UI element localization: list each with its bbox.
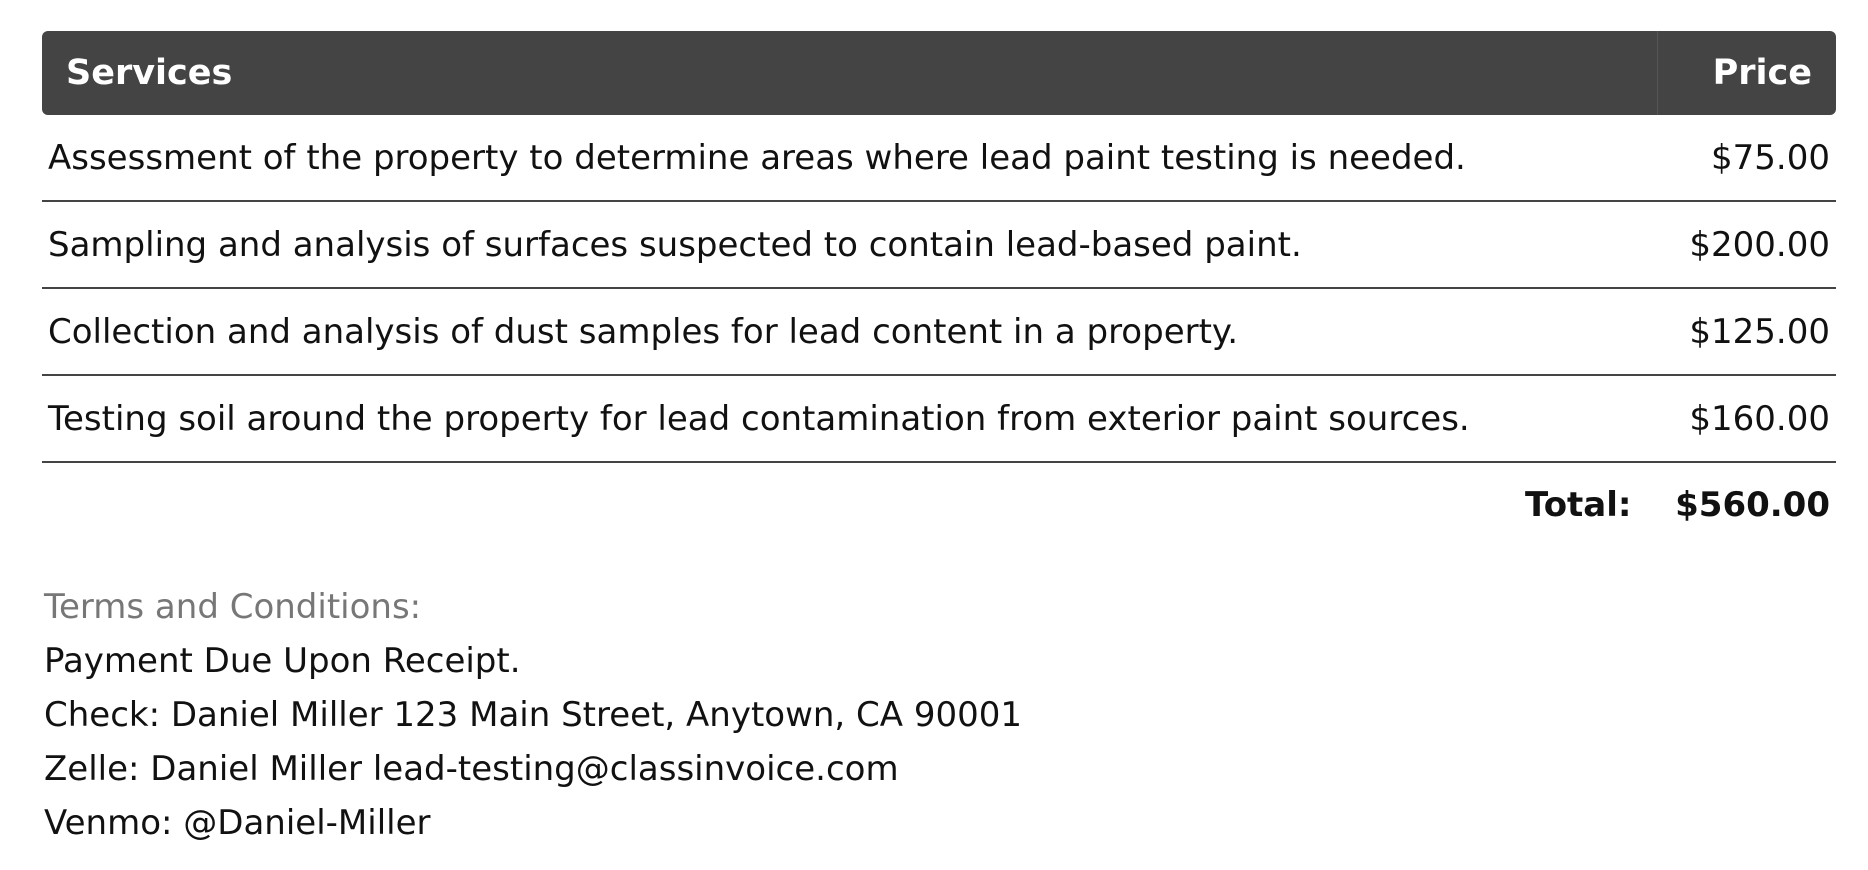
terms-heading: Terms and Conditions: <box>44 587 422 627</box>
service-description: Collection and analysis of dust samples for lead content in a property. <box>42 288 1658 375</box>
table-header-row <box>42 31 1836 115</box>
service-description: Testing soil around the property for lead contamination from exterior paint sources. <box>42 375 1658 462</box>
service-price: $200.00 <box>1658 201 1837 288</box>
zelle-payment-text: Zelle: Daniel Miller lead-testing@classinvoice.com <box>44 749 899 789</box>
total-row <box>42 462 1836 547</box>
service-description: Assessment of the property to determine areas where lead paint testing is needed. <box>42 115 1658 201</box>
service-price: $160.00 <box>1658 375 1837 462</box>
services-table <box>42 31 1836 547</box>
table-row <box>42 288 1836 375</box>
venmo-payment-text: Venmo: @Daniel-Miller <box>44 803 431 843</box>
price-column-header: Price <box>1658 31 1837 115</box>
table-row <box>42 115 1836 201</box>
table-row <box>42 201 1836 288</box>
total-label: Total: <box>1525 485 1632 525</box>
payment-due-text: Payment Due Upon Receipt. <box>44 641 521 681</box>
table-row <box>42 375 1836 462</box>
total-value: $560.00 <box>1675 485 1830 525</box>
service-price: $125.00 <box>1658 288 1837 375</box>
services-column-header: Services <box>42 31 1658 115</box>
service-price: $75.00 <box>1658 115 1837 201</box>
terms-section <box>44 580 1022 850</box>
service-description: Sampling and analysis of surfaces suspected to contain lead-based paint. <box>42 201 1658 288</box>
check-payment-text: Check: Daniel Miller 123 Main Street, Anytown, CA 90001 <box>44 695 1023 735</box>
